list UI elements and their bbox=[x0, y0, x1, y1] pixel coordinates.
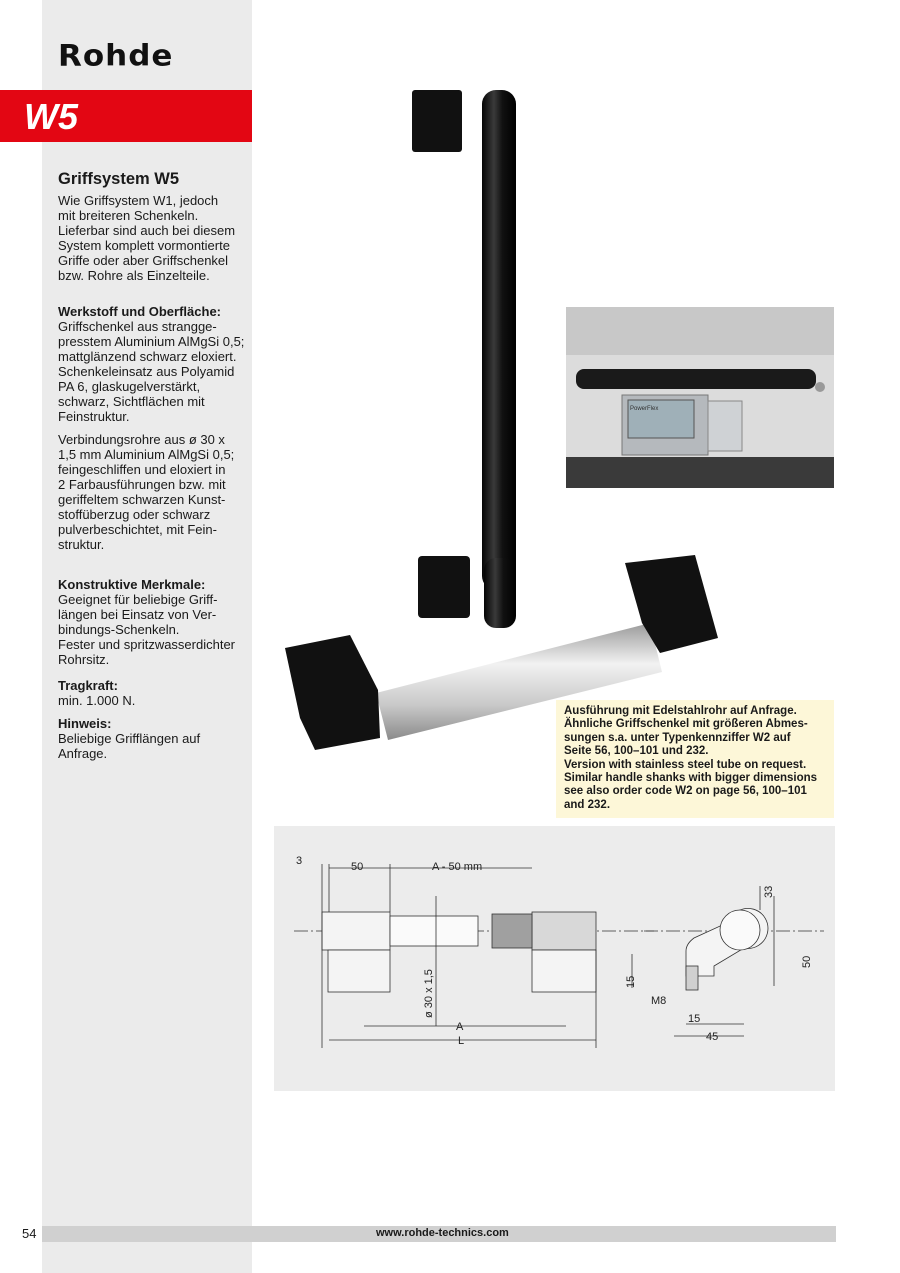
design-heading: Konstruktive Merkmale: bbox=[58, 577, 206, 592]
hint-text: Beliebige Grifflängen auf Anfrage. bbox=[58, 731, 201, 761]
hint-section bbox=[58, 716, 248, 761]
dim-15-bottom: 15 bbox=[688, 1013, 701, 1025]
dim-33: 33 bbox=[763, 885, 775, 898]
technical-drawing bbox=[274, 826, 835, 1091]
dim-tube: ø 30 x 1,5 bbox=[423, 969, 435, 1018]
dim-l: L bbox=[458, 1035, 465, 1047]
dim-15-left: 15 bbox=[625, 975, 637, 988]
dim-a: A bbox=[456, 1021, 464, 1033]
dim-a-minus-50: A - 50 mm bbox=[432, 861, 483, 873]
dim-m8: M8 bbox=[651, 995, 667, 1007]
page-number: 54 bbox=[22, 1226, 37, 1241]
vertical-handle bbox=[412, 90, 516, 628]
load-value: min. 1.000 N. bbox=[58, 693, 136, 708]
material-heading: Werkstoff und Oberfläche: bbox=[58, 304, 222, 319]
dim-50-side: 50 bbox=[801, 955, 813, 968]
hint-heading: Hinweis: bbox=[58, 716, 112, 731]
photo-display-text: PowerFlex bbox=[630, 406, 659, 412]
material-section bbox=[58, 304, 248, 552]
design-section bbox=[58, 577, 248, 667]
design-text: Geeignet für beliebige Griff- längen bei Einsatz von Ver- bindungs-Schenkeln. Fester und spritzwasserdichter Rohrsitz. bbox=[58, 592, 236, 667]
application-photo bbox=[566, 307, 834, 488]
page-title: Griffsystem W5 bbox=[58, 170, 180, 188]
series-banner bbox=[0, 90, 252, 142]
brand-logo: Rohde bbox=[58, 38, 174, 74]
intro-text: Wie Griffsystem W1, jedoch mit breiteren Schenkeln. Lieferbar sind auch bei diesem System komplett vormontierte Griffe oder aber Griffschenkel bzw. Rohre als Einzelteile. bbox=[58, 193, 236, 283]
footer-url[interactable]: www.rohde-technics.com bbox=[376, 1227, 509, 1239]
material-text-2: Verbindungsrohre aus ø 30 x 1,5 mm Aluminium AlMgSi 0,5; feingeschliffen und eloxiert in 2 Farbausführungen bzw. mit geriffeltem schwarzen Kunst- stoffüberzug oder schwarz pulverbeschichtet, mit Fein- struktur. bbox=[58, 432, 235, 552]
dim-3: 3 bbox=[296, 855, 303, 867]
intro-section bbox=[58, 172, 248, 283]
info-note: Ausführung mit Edelstahlrohr auf Anfrage. Ähnliche Griffschenkel mit größeren Abmes- sungen s.a. unter Typenkennziffer W2 auf Seite 56, 100–101 und 232. Version with stainless steel tube on request. Similar handle shanks with bigger dimensions see also order code W2 on page 56, 100–101 and 232. bbox=[556, 700, 834, 818]
dim-45: 45 bbox=[706, 1031, 719, 1043]
load-section bbox=[58, 678, 248, 708]
material-text-1: Griffschenkel aus strangge- presstem Aluminium AlMgSi 0,5; mattglänzend schwarz eloxiert. Schenkeleinsatz aus Polyamid PA 6, glaskugelverstärkt, schwarz, Sichtflächen mit Feinstruktur. bbox=[58, 319, 245, 424]
dim-50-top: 50 bbox=[351, 861, 364, 873]
load-heading: Tragkraft: bbox=[58, 678, 118, 693]
series-code: W5 bbox=[24, 96, 78, 137]
